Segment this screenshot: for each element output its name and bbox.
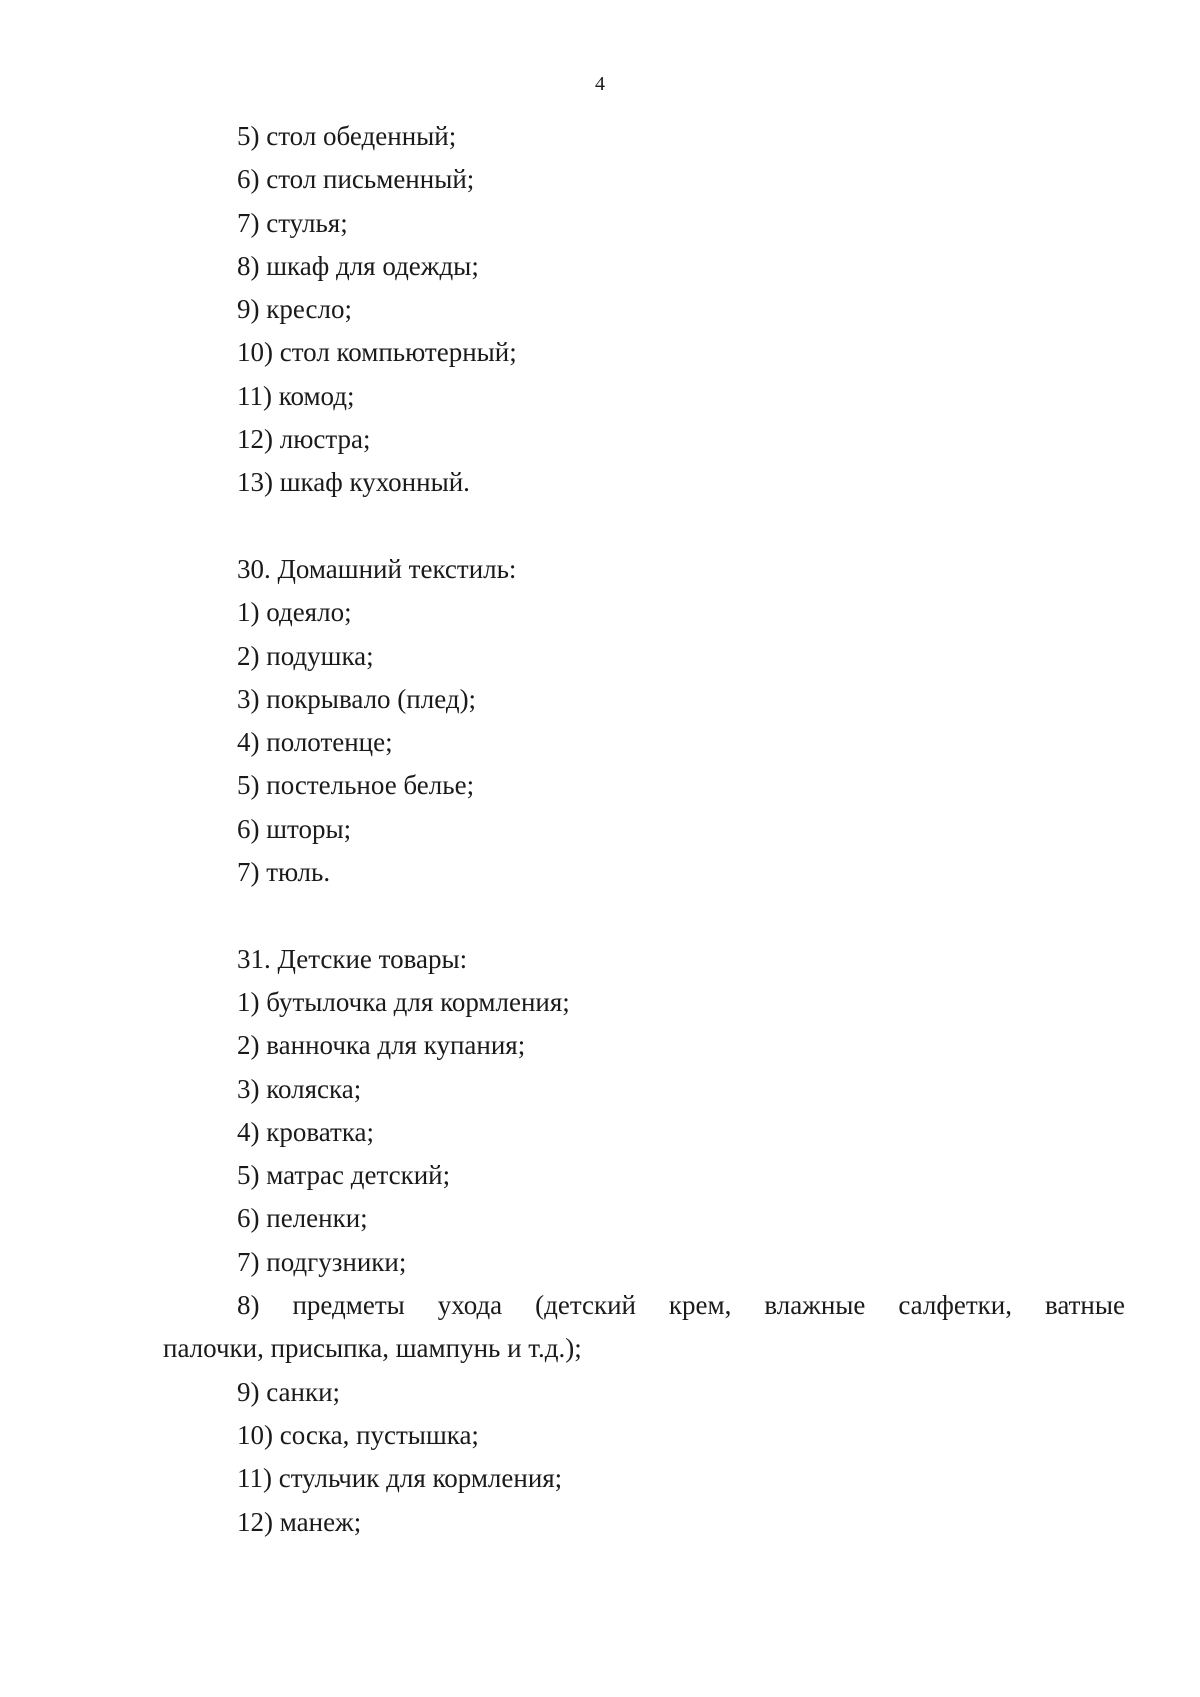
list-item: 12) люстра;: [237, 424, 371, 455]
list-item: 9) санки;: [237, 1376, 341, 1407]
list-item: 8) шкаф для одежды;: [237, 250, 479, 281]
list-item: 10) стол компьютерный;: [237, 337, 517, 368]
list-item: 11) стульчик для кормления;: [237, 1463, 563, 1494]
section-31: [163, 938, 1125, 1544]
list-item: 9) кресло;: [237, 294, 352, 325]
list-item-wrapped-continuation: палочки, присыпка, шампунь и т.д.);: [163, 1333, 582, 1364]
list-item-wrapped-start: 8) предметы ухода (детский крем, влажные салфетки, ватные: [237, 1290, 1125, 1321]
section-spacer: [163, 894, 1125, 937]
list-item: 7) подгузники;: [237, 1246, 407, 1277]
list-item: 5) стол обеденный;: [237, 121, 457, 151]
list-item: 4) кроватка;: [237, 1116, 375, 1147]
page-number: 4: [595, 73, 605, 95]
list-item: 7) тюль.: [237, 857, 331, 888]
list-item: 6) пеленки;: [237, 1203, 368, 1234]
list-item: 3) покрывало (плед);: [237, 683, 477, 714]
section-heading: 30. Домашний текстиль:: [237, 553, 517, 584]
list-item: 6) шторы;: [237, 813, 352, 844]
list-item: 5) матрас детский;: [237, 1160, 451, 1191]
list-item: 12) манеж;: [237, 1506, 362, 1537]
list-item: 5) постельное белье;: [237, 770, 475, 801]
list-item: 11) комод;: [237, 380, 355, 411]
section-30: [163, 548, 1125, 894]
list-item: 6) стол письменный;: [237, 164, 475, 195]
list-item: 3) коляска;: [237, 1073, 362, 1104]
section-heading: 31. Детские товары:: [237, 943, 468, 974]
list-item: 1) бутылочка для кормления;: [237, 986, 570, 1017]
list-item: 1) одеяло;: [237, 597, 352, 628]
furniture-list: [163, 115, 1125, 505]
list-item: 2) подушка;: [237, 640, 374, 671]
document-body: [163, 115, 1125, 1544]
list-item: 13) шкаф кухонный.: [237, 467, 470, 498]
list-item: 7) стулья;: [237, 207, 348, 238]
list-item: 10) соска, пустышка;: [237, 1419, 479, 1450]
list-item: 2) ванночка для купания;: [237, 1030, 526, 1061]
section-spacer: [163, 505, 1125, 548]
list-item: 4) полотенце;: [237, 727, 393, 758]
